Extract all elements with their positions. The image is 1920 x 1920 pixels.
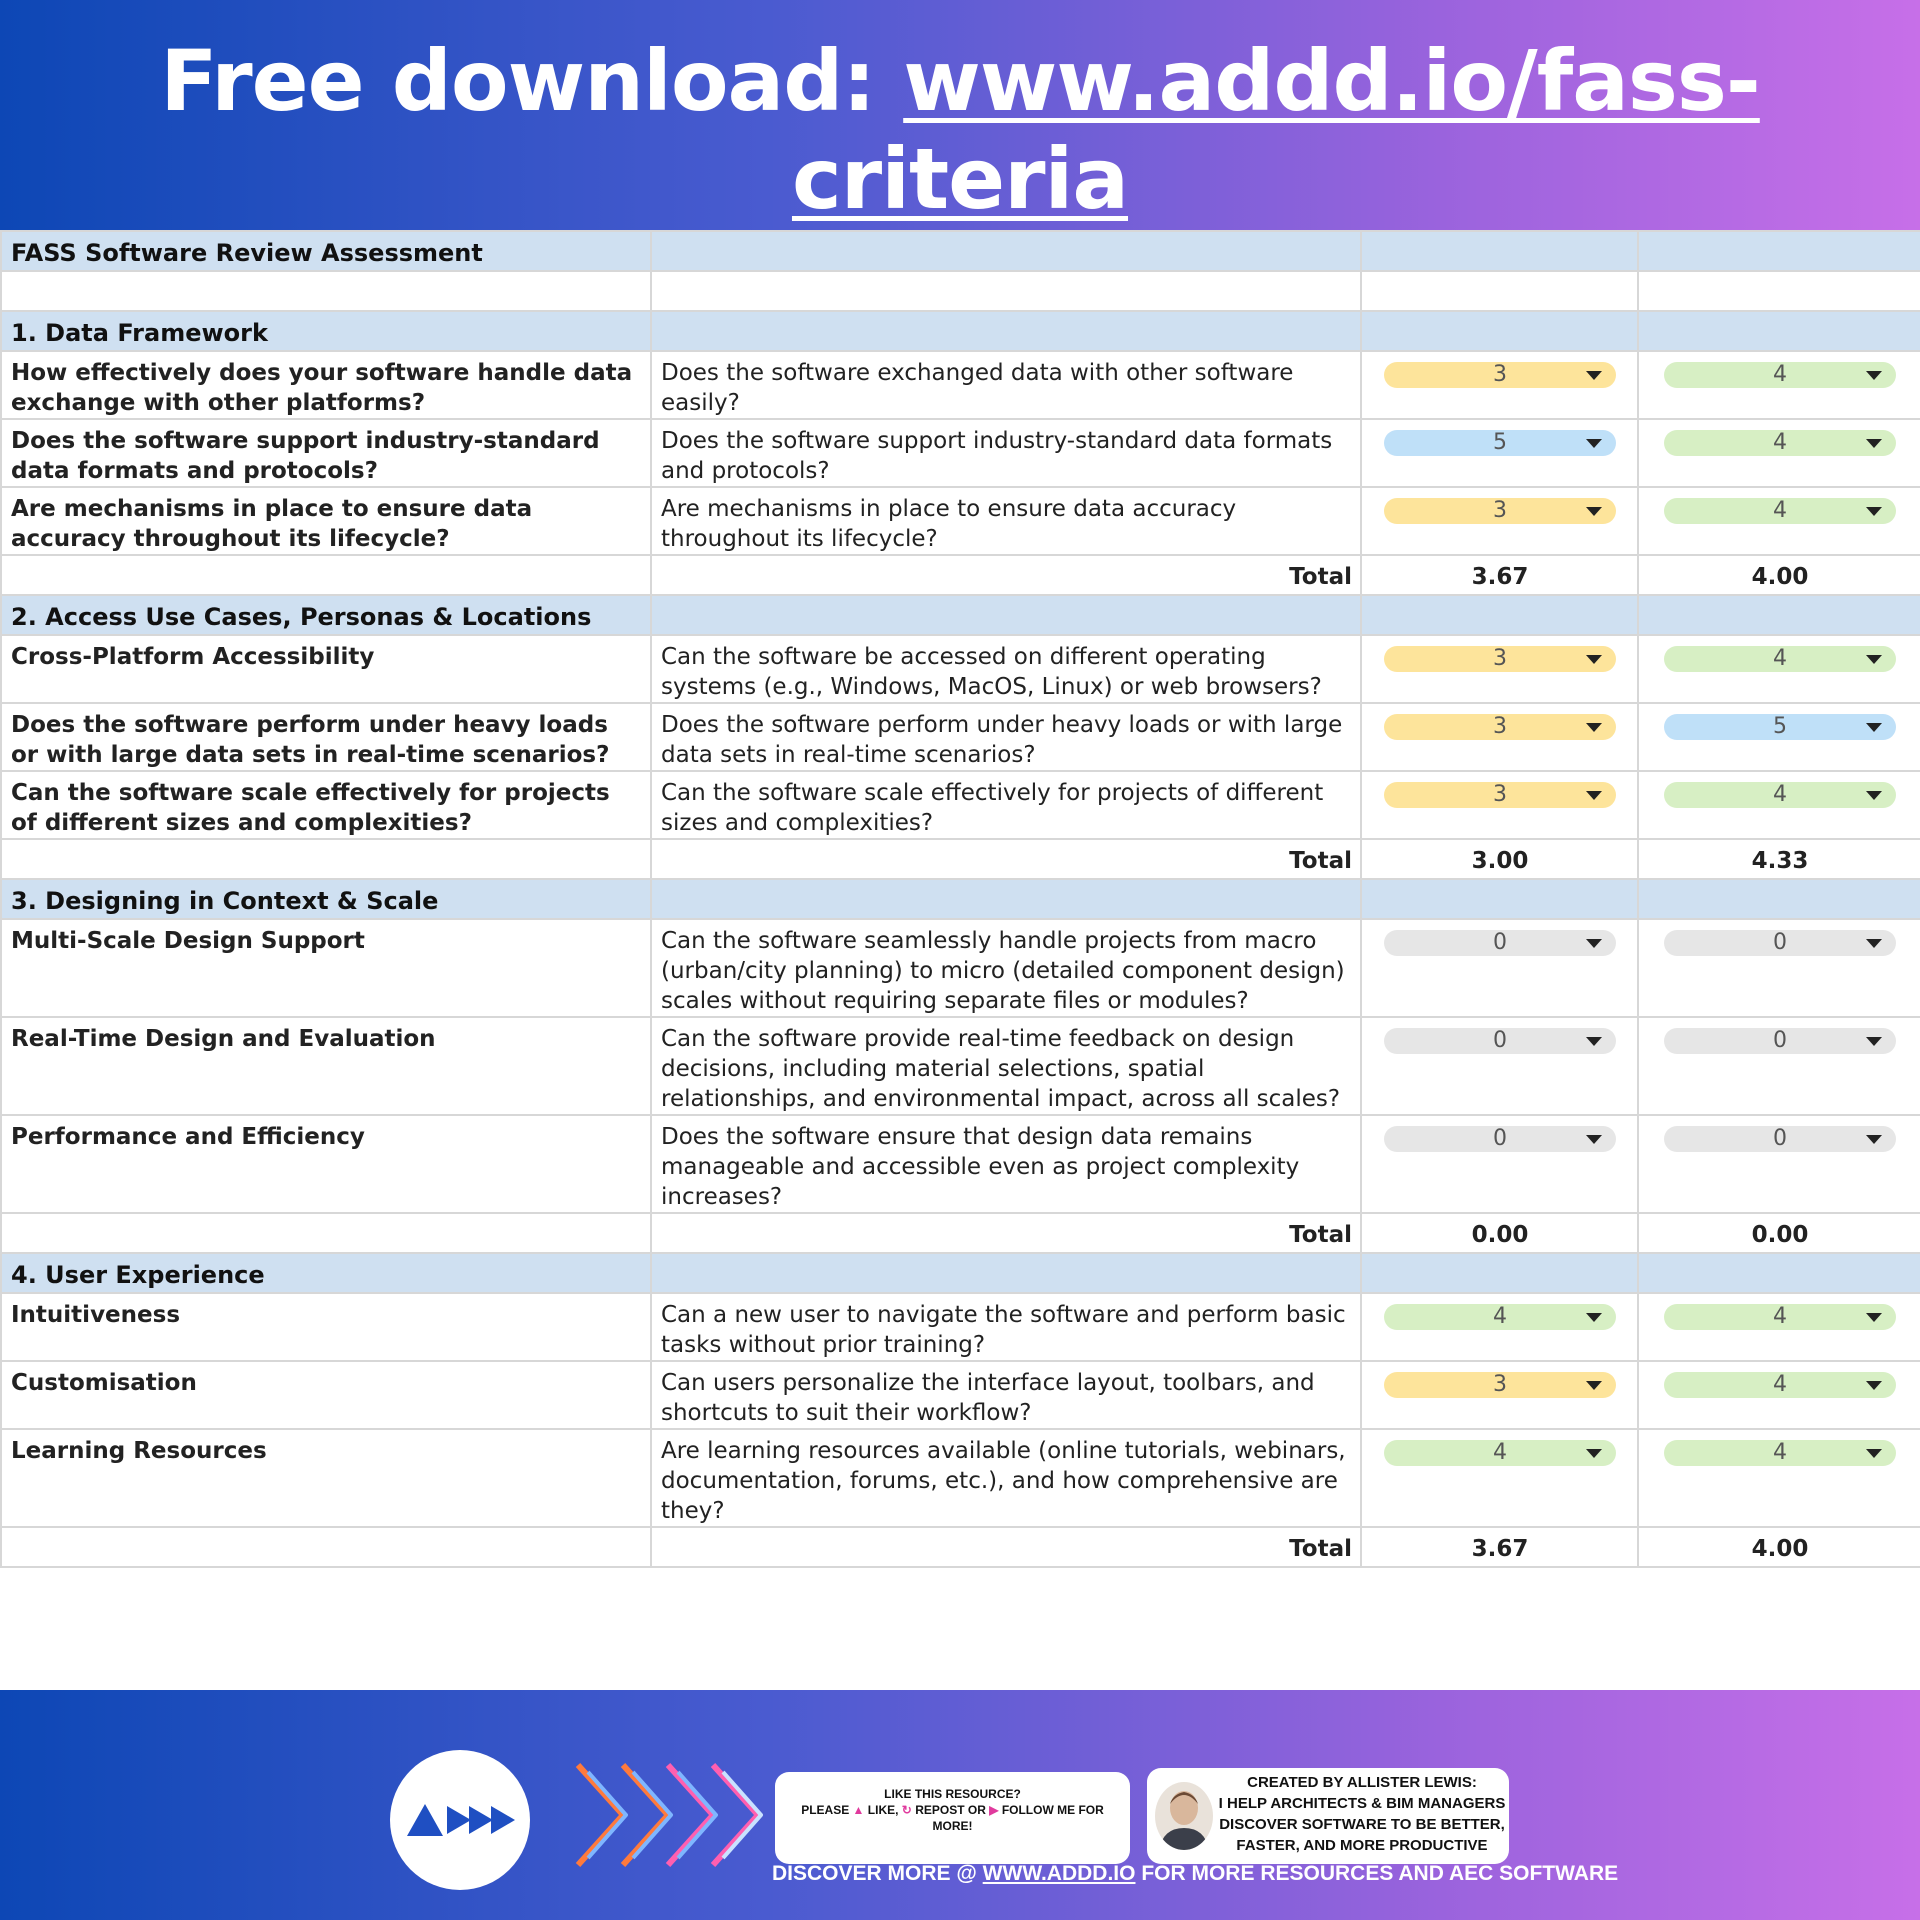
criteria-description[interactable]: Can the software scale effectively for projects of different sizes and complexities? bbox=[651, 771, 1361, 839]
addd-logo-icon bbox=[405, 1800, 515, 1840]
score-cell-a[interactable] bbox=[1361, 1115, 1638, 1213]
criteria-row bbox=[1, 419, 1920, 487]
criteria-question[interactable]: Learning Resources bbox=[1, 1429, 651, 1527]
card1-please: PLEASE bbox=[801, 1803, 850, 1817]
score-value: 0 bbox=[1493, 930, 1507, 955]
empty-cell[interactable] bbox=[1361, 311, 1638, 351]
score-cell-a[interactable] bbox=[1361, 1429, 1638, 1527]
dropdown-arrow-icon[interactable] bbox=[1586, 507, 1602, 516]
score-dropdown-b[interactable] bbox=[1664, 1440, 1896, 1466]
empty-cell[interactable] bbox=[1361, 231, 1638, 271]
score-value: 4 bbox=[1773, 498, 1787, 523]
criteria-row bbox=[1, 487, 1920, 555]
dropdown-arrow-icon[interactable] bbox=[1586, 1313, 1602, 1322]
total-score-b[interactable]: 4.00 bbox=[1638, 1527, 1920, 1567]
empty-cell[interactable] bbox=[1, 1213, 651, 1253]
score-value: 4 bbox=[1493, 1440, 1507, 1465]
download-link[interactable]: www.addd.io/fass-criteria bbox=[791, 32, 1760, 228]
score-dropdown-a[interactable] bbox=[1384, 646, 1616, 672]
criteria-description[interactable]: Can the software be accessed on different operating systems (e.g., Windows, MacOS, Linux) or web browsers? bbox=[651, 635, 1361, 703]
repost-icon: ↻ bbox=[901, 1803, 912, 1817]
criteria-question[interactable]: Customisation bbox=[1, 1361, 651, 1429]
score-cell-b[interactable] bbox=[1638, 919, 1920, 1017]
empty-cell[interactable] bbox=[651, 595, 1361, 635]
dropdown-arrow-icon[interactable] bbox=[1586, 1381, 1602, 1390]
dropdown-arrow-icon[interactable] bbox=[1586, 655, 1602, 664]
dropdown-arrow-icon[interactable] bbox=[1586, 723, 1602, 732]
total-row bbox=[1, 1213, 1920, 1253]
criteria-question[interactable]: Real-Time Design and Evaluation bbox=[1, 1017, 651, 1115]
score-dropdown-a[interactable] bbox=[1384, 1440, 1616, 1466]
dropdown-arrow-icon[interactable] bbox=[1866, 939, 1882, 948]
dropdown-arrow-icon[interactable] bbox=[1586, 1135, 1602, 1144]
empty-cell[interactable] bbox=[1638, 311, 1920, 351]
card1-like: LIKE, bbox=[867, 1803, 899, 1817]
score-dropdown-b[interactable] bbox=[1664, 1126, 1896, 1152]
score-dropdown-a[interactable] bbox=[1384, 1304, 1616, 1330]
score-cell-a[interactable] bbox=[1361, 487, 1638, 555]
total-score-a[interactable]: 0.00 bbox=[1361, 1213, 1638, 1253]
dropdown-arrow-icon[interactable] bbox=[1866, 1381, 1882, 1390]
score-value: 3 bbox=[1493, 714, 1507, 739]
score-value: 4 bbox=[1773, 1372, 1787, 1397]
criteria-row bbox=[1, 1361, 1920, 1429]
criteria-description[interactable]: Does the software support industry-standard data formats and protocols? bbox=[651, 419, 1361, 487]
criteria-row bbox=[1, 635, 1920, 703]
score-dropdown-a[interactable] bbox=[1384, 1028, 1616, 1054]
score-cell-b[interactable] bbox=[1638, 703, 1920, 771]
criteria-description[interactable]: Are mechanisms in place to ensure data accuracy throughout its lifecycle? bbox=[651, 487, 1361, 555]
avatar bbox=[1155, 1782, 1213, 1850]
download-banner bbox=[0, 0, 1920, 230]
empty-cell[interactable] bbox=[1638, 879, 1920, 919]
dropdown-arrow-icon[interactable] bbox=[1866, 655, 1882, 664]
total-score-a[interactable]: 3.67 bbox=[1361, 1527, 1638, 1567]
card1-line1: LIKE THIS RESOURCE? bbox=[884, 1787, 1021, 1801]
criteria-question[interactable]: Intuitiveness bbox=[1, 1293, 651, 1361]
empty-cell[interactable] bbox=[651, 271, 1361, 311]
score-cell-a[interactable] bbox=[1361, 1017, 1638, 1115]
score-value: 4 bbox=[1773, 1304, 1787, 1329]
empty-cell[interactable] bbox=[651, 1253, 1361, 1293]
score-cell-b[interactable] bbox=[1638, 487, 1920, 555]
score-dropdown-a[interactable] bbox=[1384, 930, 1616, 956]
card1-line2 bbox=[775, 1802, 1130, 1818]
creator-card bbox=[1147, 1768, 1509, 1864]
score-value: 0 bbox=[1773, 1126, 1787, 1151]
score-value: 4 bbox=[1493, 1304, 1507, 1329]
score-value: 0 bbox=[1773, 930, 1787, 955]
criteria-question[interactable]: Can the software scale effectively for projects of different sizes and complexities? bbox=[1, 771, 651, 839]
empty-cell[interactable] bbox=[1638, 231, 1920, 271]
score-value: 0 bbox=[1773, 1028, 1787, 1053]
discover-suffix: FOR MORE RESOURCES AND AEC SOFTWARE bbox=[1135, 1862, 1619, 1885]
criteria-question[interactable]: Are mechanisms in place to ensure data accuracy throughout its lifecycle? bbox=[1, 487, 651, 555]
total-score-a[interactable]: 3.00 bbox=[1361, 839, 1638, 879]
dropdown-arrow-icon[interactable] bbox=[1586, 371, 1602, 380]
total-label[interactable]: Total bbox=[651, 555, 1361, 595]
banner-title bbox=[0, 32, 1920, 228]
criteria-row bbox=[1, 771, 1920, 839]
score-cell-b[interactable] bbox=[1638, 1115, 1920, 1213]
addd-logo[interactable] bbox=[390, 1750, 530, 1890]
dropdown-arrow-icon[interactable] bbox=[1586, 1449, 1602, 1458]
banner-prefix: Free download: bbox=[160, 32, 904, 130]
score-cell-a[interactable] bbox=[1361, 703, 1638, 771]
score-dropdown-a[interactable] bbox=[1384, 1372, 1616, 1398]
dropdown-arrow-icon[interactable] bbox=[1866, 371, 1882, 380]
criteria-row bbox=[1, 919, 1920, 1017]
criteria-description[interactable]: Can a new user to navigate the software and perform basic tasks without prior training? bbox=[651, 1293, 1361, 1361]
score-value: 3 bbox=[1493, 1372, 1507, 1397]
criteria-description[interactable]: Can users personalize the interface layout, toolbars, and shortcuts to suit their workflow? bbox=[651, 1361, 1361, 1429]
empty-cell[interactable] bbox=[651, 311, 1361, 351]
empty-cell[interactable] bbox=[1, 271, 651, 311]
section-title[interactable]: 3. Designing in Context & Scale bbox=[1, 879, 651, 919]
score-cell-b[interactable] bbox=[1638, 1017, 1920, 1115]
sheet-title[interactable]: FASS Software Review Assessment bbox=[1, 231, 651, 271]
dropdown-arrow-icon[interactable] bbox=[1586, 1037, 1602, 1046]
score-dropdown-b[interactable] bbox=[1664, 714, 1896, 740]
like-resource-card bbox=[775, 1772, 1130, 1864]
score-dropdown-a[interactable] bbox=[1384, 1126, 1616, 1152]
creator-line: DISCOVER SOFTWARE TO BE BETTER, bbox=[1219, 1816, 1505, 1833]
discover-prefix: DISCOVER MORE @ bbox=[772, 1862, 983, 1885]
total-label[interactable]: Total bbox=[651, 1213, 1361, 1253]
dropdown-arrow-icon[interactable] bbox=[1866, 1449, 1882, 1458]
score-value: 4 bbox=[1773, 646, 1787, 671]
criteria-row bbox=[1, 703, 1920, 771]
empty-cell[interactable] bbox=[1, 1527, 651, 1567]
total-row bbox=[1, 839, 1920, 879]
dropdown-arrow-icon[interactable] bbox=[1866, 1135, 1882, 1144]
criteria-question[interactable]: Does the software support industry-standard data formats and protocols? bbox=[1, 419, 651, 487]
score-cell-a[interactable] bbox=[1361, 771, 1638, 839]
score-value: 0 bbox=[1493, 1126, 1507, 1151]
score-cell-b[interactable] bbox=[1638, 635, 1920, 703]
criteria-description[interactable]: Can the software provide real-time feedback on design decisions, including material selections, spatial relationships, and environmental impact, across all scales? bbox=[651, 1017, 1361, 1115]
chevron-arrows-icon bbox=[568, 1760, 768, 1874]
card1-line3: MORE! bbox=[932, 1819, 973, 1833]
score-dropdown-a[interactable] bbox=[1384, 498, 1616, 524]
dropdown-arrow-icon[interactable] bbox=[1586, 939, 1602, 948]
empty-cell[interactable] bbox=[1, 555, 651, 595]
criteria-row bbox=[1, 351, 1920, 419]
criteria-description[interactable]: Does the software exchanged data with other software easily? bbox=[651, 351, 1361, 419]
criteria-description[interactable]: Can the software seamlessly handle projects from macro (urban/city planning) to micro (detailed component design) scales without requiring separate files or modules? bbox=[651, 919, 1361, 1017]
footer bbox=[0, 1690, 1920, 1920]
criteria-row bbox=[1, 1429, 1920, 1527]
criteria-row bbox=[1, 1017, 1920, 1115]
score-cell-b[interactable] bbox=[1638, 1361, 1920, 1429]
criteria-row bbox=[1, 1293, 1920, 1361]
dropdown-arrow-icon[interactable] bbox=[1866, 439, 1882, 448]
score-dropdown-b[interactable] bbox=[1664, 646, 1896, 672]
blank-row bbox=[1, 271, 1920, 311]
score-cell-b[interactable] bbox=[1638, 1429, 1920, 1527]
empty-cell[interactable] bbox=[651, 879, 1361, 919]
empty-cell[interactable] bbox=[651, 231, 1361, 271]
criteria-description[interactable]: Are learning resources available (online tutorials, webinars, documentation, forums, etc.), and how comprehensive are they? bbox=[651, 1429, 1361, 1527]
score-dropdown-b[interactable] bbox=[1664, 782, 1896, 808]
criteria-row bbox=[1, 1115, 1920, 1213]
follow-icon: ▶ bbox=[989, 1803, 999, 1817]
score-dropdown-b[interactable] bbox=[1664, 430, 1896, 456]
total-score-a[interactable]: 3.67 bbox=[1361, 555, 1638, 595]
score-value: 3 bbox=[1493, 646, 1507, 671]
score-value: 4 bbox=[1773, 782, 1787, 807]
score-cell-a[interactable] bbox=[1361, 635, 1638, 703]
score-cell-a[interactable] bbox=[1361, 919, 1638, 1017]
score-dropdown-a[interactable] bbox=[1384, 714, 1616, 740]
dropdown-arrow-icon[interactable] bbox=[1866, 723, 1882, 732]
score-dropdown-a[interactable] bbox=[1384, 362, 1616, 388]
score-dropdown-b[interactable] bbox=[1664, 1372, 1896, 1398]
dropdown-arrow-icon[interactable] bbox=[1866, 507, 1882, 516]
creator-text bbox=[1217, 1772, 1507, 1856]
score-dropdown-b[interactable] bbox=[1664, 498, 1896, 524]
empty-cell[interactable] bbox=[1638, 595, 1920, 635]
section-title[interactable]: 1. Data Framework bbox=[1, 311, 651, 351]
score-value: 0 bbox=[1493, 1028, 1507, 1053]
criteria-question[interactable]: Does the software perform under heavy loads or with large data sets in real-time scenarios? bbox=[1, 703, 651, 771]
total-score-b[interactable]: 4.33 bbox=[1638, 839, 1920, 879]
score-cell-b[interactable] bbox=[1638, 351, 1920, 419]
dropdown-arrow-icon[interactable] bbox=[1586, 791, 1602, 800]
score-cell-a[interactable] bbox=[1361, 1361, 1638, 1429]
card1-follow: FOLLOW ME FOR bbox=[1001, 1803, 1104, 1817]
score-value: 5 bbox=[1773, 714, 1787, 739]
score-value: 3 bbox=[1493, 498, 1507, 523]
empty-cell[interactable] bbox=[1, 839, 651, 879]
score-value: 4 bbox=[1773, 362, 1787, 387]
empty-cell[interactable] bbox=[1361, 271, 1638, 311]
total-score-b[interactable]: 4.00 bbox=[1638, 555, 1920, 595]
dropdown-arrow-icon[interactable] bbox=[1866, 1037, 1882, 1046]
score-cell-a[interactable] bbox=[1361, 419, 1638, 487]
criteria-question[interactable]: How effectively does your software handle data exchange with other platforms? bbox=[1, 351, 651, 419]
score-dropdown-a[interactable] bbox=[1384, 782, 1616, 808]
creator-line: CREATED BY ALLISTER LEWIS: bbox=[1247, 1774, 1477, 1791]
criteria-question[interactable]: Multi-Scale Design Support bbox=[1, 919, 651, 1017]
empty-cell[interactable] bbox=[1638, 271, 1920, 311]
score-value: 3 bbox=[1493, 362, 1507, 387]
score-cell-b[interactable] bbox=[1638, 1293, 1920, 1361]
criteria-question[interactable]: Cross-Platform Accessibility bbox=[1, 635, 651, 703]
empty-cell[interactable] bbox=[1361, 595, 1638, 635]
card1-repost: REPOST OR bbox=[915, 1803, 986, 1817]
score-cell-a[interactable] bbox=[1361, 1293, 1638, 1361]
section-header-row bbox=[1, 311, 1920, 351]
score-value: 5 bbox=[1493, 430, 1507, 455]
criteria-description[interactable]: Does the software perform under heavy loads or with large data sets in real-time scenarios? bbox=[651, 703, 1361, 771]
addd-website-link[interactable]: WWW.ADDD.IO bbox=[982, 1862, 1136, 1885]
section-header-row bbox=[1, 1253, 1920, 1293]
score-dropdown-b[interactable] bbox=[1664, 1028, 1896, 1054]
section-title[interactable]: 4. User Experience bbox=[1, 1253, 651, 1293]
score-cell-a[interactable] bbox=[1361, 351, 1638, 419]
section-header-row bbox=[1, 879, 1920, 919]
section-title[interactable]: 2. Access Use Cases, Personas & Locations bbox=[1, 595, 651, 635]
total-label[interactable]: Total bbox=[651, 839, 1361, 879]
discover-more-text bbox=[772, 1862, 1618, 1886]
criteria-description[interactable]: Does the software ensure that design data remains manageable and accessible even as project complexity increases? bbox=[651, 1115, 1361, 1213]
score-value: 4 bbox=[1773, 430, 1787, 455]
total-row bbox=[1, 1527, 1920, 1567]
thumbs-up-icon: ▲ bbox=[852, 1803, 865, 1817]
assessment-table bbox=[0, 230, 1920, 1568]
score-value: 3 bbox=[1493, 782, 1507, 807]
score-value: 4 bbox=[1773, 1440, 1787, 1465]
creator-line: I HELP ARCHITECTS & BIM MANAGERS bbox=[1218, 1795, 1506, 1812]
dropdown-arrow-icon[interactable] bbox=[1866, 1313, 1882, 1322]
spreadsheet bbox=[0, 230, 1920, 1690]
criteria-question[interactable]: Performance and Efficiency bbox=[1, 1115, 651, 1213]
dropdown-arrow-icon[interactable] bbox=[1586, 439, 1602, 448]
empty-cell[interactable] bbox=[1361, 1253, 1638, 1293]
total-row bbox=[1, 555, 1920, 595]
score-cell-b[interactable] bbox=[1638, 419, 1920, 487]
empty-cell[interactable] bbox=[1361, 879, 1638, 919]
score-cell-b[interactable] bbox=[1638, 771, 1920, 839]
total-score-b[interactable]: 0.00 bbox=[1638, 1213, 1920, 1253]
score-dropdown-b[interactable] bbox=[1664, 362, 1896, 388]
section-header-row bbox=[1, 595, 1920, 635]
score-dropdown-b[interactable] bbox=[1664, 1304, 1896, 1330]
sheet-title-row bbox=[1, 231, 1920, 271]
total-label[interactable]: Total bbox=[651, 1527, 1361, 1567]
empty-cell[interactable] bbox=[1638, 1253, 1920, 1293]
dropdown-arrow-icon[interactable] bbox=[1866, 791, 1882, 800]
score-dropdown-a[interactable] bbox=[1384, 430, 1616, 456]
score-dropdown-b[interactable] bbox=[1664, 930, 1896, 956]
creator-line: FASTER, AND MORE PRODUCTIVE bbox=[1236, 1837, 1488, 1854]
